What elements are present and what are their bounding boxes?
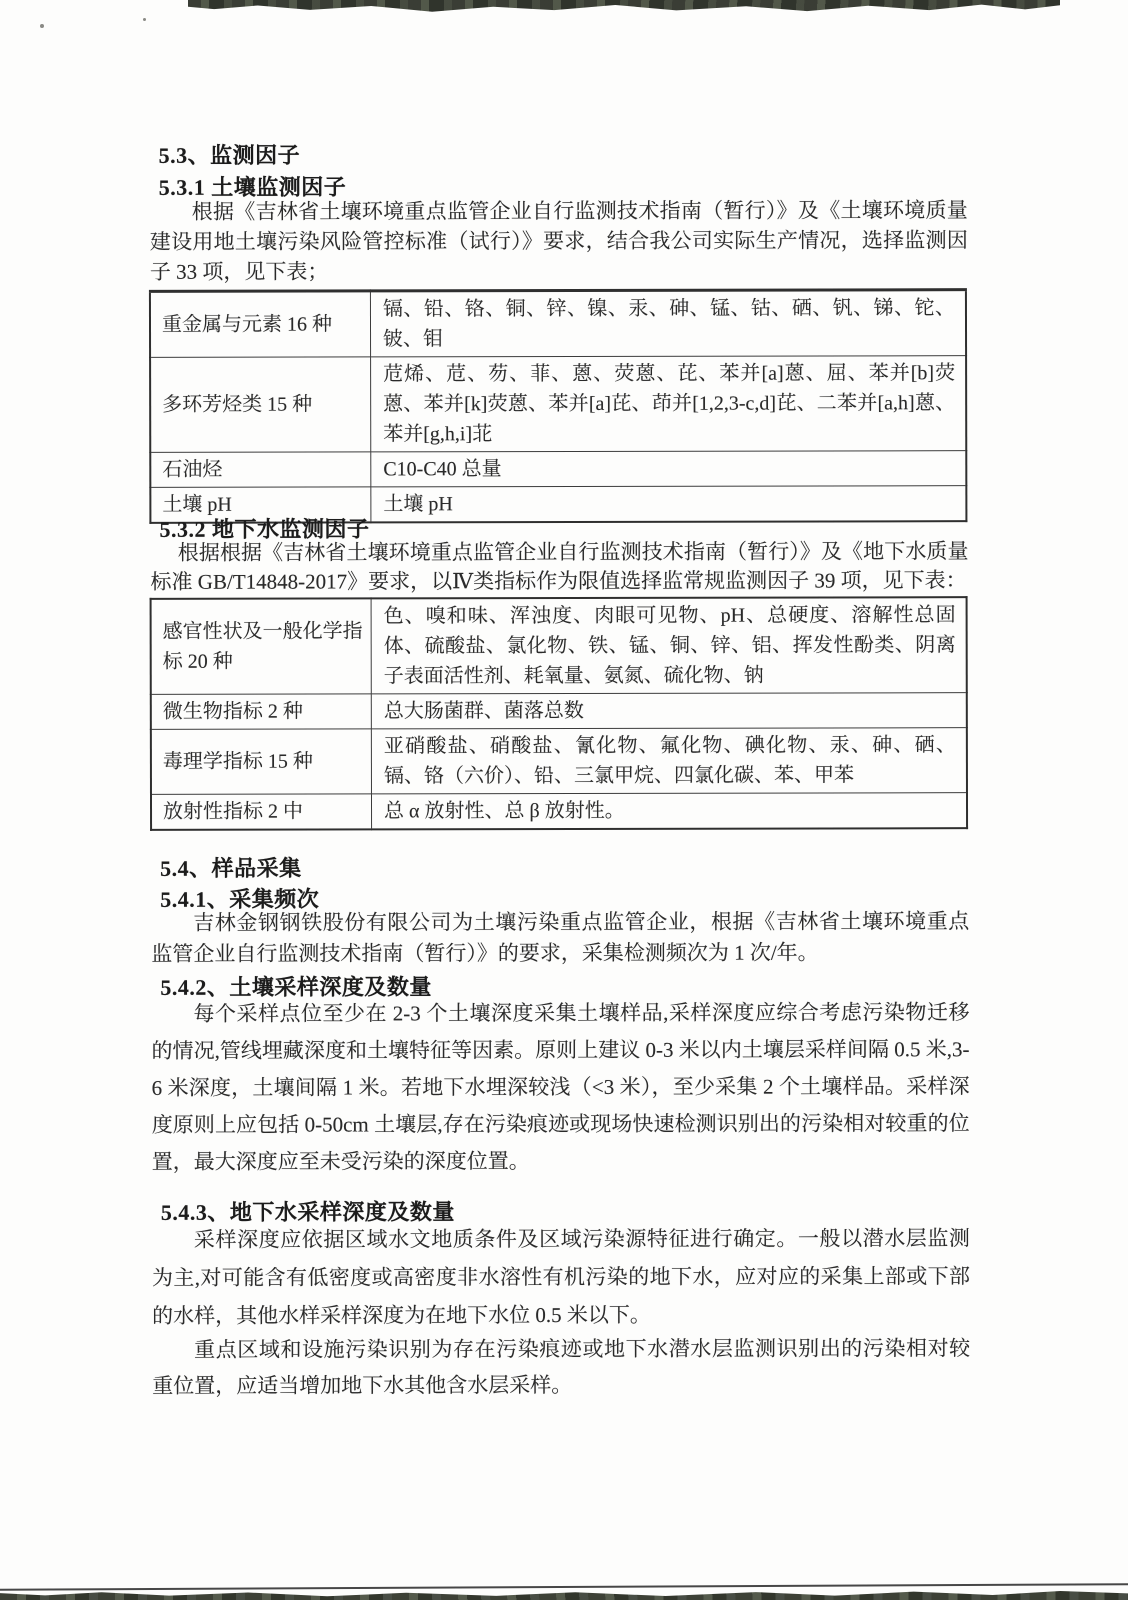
paragraph-5-4-1: 吉林金钢钢铁股份有限公司为土壤污染重点监管企业，根据《吉林省土壤环境重点监管企业自行监测技术指南（暂行）》的要求，采集检测频次为 1 次/年。: [151, 909, 970, 966]
table-cell-value: 镉、铅、铬、铜、锌、镍、汞、砷、锰、钴、硒、钒、锑、铊、铍、钼: [370, 290, 966, 357]
table-row: [150, 356, 966, 453]
table-row: [151, 793, 967, 830]
heading-5-3-1: 5.3.1 土壤监测因子: [158, 174, 347, 200]
table-row-label: 感官性状及一般化学指标 20 种: [151, 598, 372, 694]
table-row-label: 土壤 pH: [150, 487, 371, 523]
table-row-label: 石油烃: [150, 452, 371, 487]
table-row: [151, 597, 967, 694]
paragraph-5-3-2: 根据根据《吉林省土壤环境重点监管企业自行监测技术指南（暂行）》及《地下水质量标准 GB/T14848-2017》要求，以Ⅳ类指标作为限值选择监常规监测因子 39 项，见下表：: [150, 539, 969, 594]
heading-5-3: 5.3、监测因子: [158, 142, 301, 168]
paragraph-5-3-1: 根据《吉林省土壤环境重点监管企业自行监测技术指南（暂行）》及《土壤环境质量建设用地土壤污染风险管控标准（试行）》要求，结合我公司实际生产情况，选择监测因子 33 项，见下表；: [149, 198, 968, 284]
table-cell-value: 苊烯、苊、芴、菲、蒽、荧蒽、芘、苯并[a]蒽、屈、苯并[b]荧蒽、苯并[k]荧蒽、苯并[a]芘、茚并[1,2,3-c,d]芘、二苯并[a,h]蒽、苯并[g,h,i]苝: [371, 356, 967, 452]
heading-5-4-2: 5.4.2、土壤采样深度及数量: [160, 974, 432, 1000]
soil-monitoring-table: [149, 288, 967, 524]
table-cell-value: 总大肠菌群、菌落总数: [371, 693, 967, 729]
table-row: [151, 693, 967, 730]
table-cell-value: 土壤 pH: [371, 486, 967, 523]
table-cell-value: 亚硝酸盐、硝酸盐、氰化物、氟化物、碘化物、汞、砷、硒、镉、铬（六价）、铅、三氯甲烷、四氯化碳、苯、甲苯: [371, 728, 967, 794]
table-row-label: 毒理学指标 15 种: [151, 729, 372, 794]
heading-5-3-2: 5.3.2 地下水监测因子: [159, 516, 370, 542]
table-cell-value: 总 α 放射性、总 β 放射性。: [371, 793, 967, 830]
table-row-label: 多环芳烃类 15 种: [150, 357, 371, 452]
table-cell-value: 色、嗅和味、浑浊度、肉眼可见物、pH、总硬度、溶解性总固体、硫酸盐、氯化物、铁、锰、铜、锌、铝、挥发性酚类、阴离子表面活性剂、耗氧量、氨氮、硫化物、钠: [371, 597, 967, 694]
heading-5-4: 5.4、样品采集: [160, 855, 302, 881]
groundwater-monitoring-table: [150, 596, 968, 831]
table-cell-value: C10-C40 总量: [371, 451, 967, 487]
table-row: [151, 728, 967, 795]
paragraph-5-4-3-a: 采样深度应依据区域水文地质条件及区域污染源特征进行确定。一般以潜水层监测为主,对可能含有低密度或高密度非水溶性有机污染的地下水，应对应的采集上部或下部的水样，其他水样采样深度为在地下水位 0.5 米以下。: [151, 1226, 971, 1328]
heading-5-4-1: 5.4.1、采集频次: [160, 886, 320, 912]
table-row: [150, 290, 966, 358]
table-row-label: 微生物指标 2 种: [151, 694, 372, 729]
table-row-label: 重金属与元素 16 种: [150, 291, 371, 357]
paragraph-5-4-3-b: 重点区域和设施污染识别为存在污染痕迹或地下水潜水层监测识别出的污染相对较重位置，应适当增加地下水其他含水层采样。: [152, 1336, 971, 1398]
table-row-label: 放射性指标 2 中: [151, 794, 372, 830]
paragraph-5-4-2: 每个采样点位至少在 2-3 个土壤深度采集土壤样品,采样深度应综合考虑污染物迁移的情况,管线埋藏深度和土壤特征等因素。原则上建议 0-3 米以内土壤层采样间隔 0.5 米,3-6 米深度，土壤间隔 1 米。若地下水埋深较浅（<3 米），至少采集 2 个土壤样品。采样深度原则上应包括 0-50cm 土壤层,存在污染痕迹或现场快速检测识别出的污染相对较重的位置，最大深度应至未受污染的深度位置。: [151, 1000, 970, 1174]
table-row: [150, 451, 966, 488]
heading-5-4-3: 5.4.3、地下水采样深度及数量: [160, 1199, 455, 1225]
